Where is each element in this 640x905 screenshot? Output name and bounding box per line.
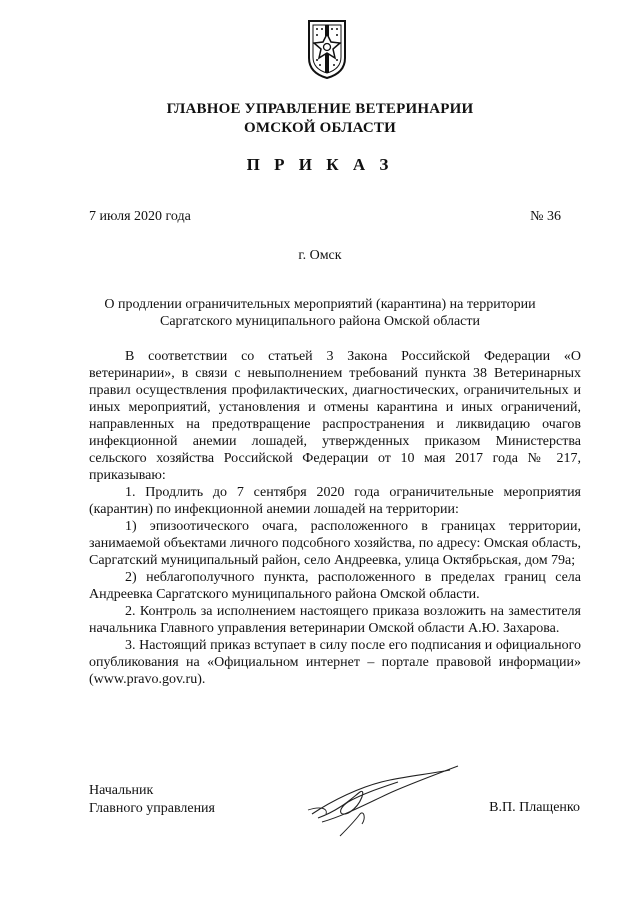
organization-region: ОМСКОЙ ОБЛАСТИ	[243, 120, 397, 136]
handwritten-signature	[300, 752, 470, 842]
coat-of-arms-icon	[306, 18, 348, 80]
organization-name: ГЛАВНОЕ УПРАВЛЕНИЕ ВЕТЕРИНАРИИ	[166, 101, 474, 117]
signatory-position	[89, 782, 215, 818]
order-subject	[60, 296, 580, 330]
item-1-sub-1: 1) эпизоотического очага, расположенного в границах территории, занимаемой объектами личного подсобного хозяйства, по адресу: Омская область, Саргатский муниципальный район, село Андреевка, улица Октябрьская, дом 79а;	[89, 519, 581, 568]
signatory-position-line-1: Начальник	[89, 783, 154, 798]
subject-line-2: Саргатского муниципального района Омской области	[159, 314, 481, 329]
intro-paragraph: В соответствии со статьей 3 Закона Российской Федерации «О ветеринарии», в связи с невыполнением требований пункта 38 Ветеринарных правил осуществления профилактических, диагностических, ограничительных и иных мероприятий, установления и отмены карантина и иных ограничений, направленных на предотвращение распространения и ликвидацию очагов инфекционной анемии лошадей, утвержденных приказом Министерства сельского хозяйства Российской Федерации от 10 мая 2017 года № 217, приказываю:	[89, 349, 581, 483]
item-1: 1. Продлить до 7 сентября 2020 года ограничительные мероприятия (карантин) по инфекционной анемии лошадей на территории:	[89, 485, 581, 517]
item-3: 3. Настоящий приказ вступает в силу после его подписания и официального опубликования на «Официальном интернет – портале правовой информации» (www.pravo.gov.ru).	[89, 638, 581, 687]
item-1-sub-2: 2) неблагополучного пункта, расположенного в пределах границ села Андреевка Саргатского муниципального района Омской области.	[89, 570, 581, 602]
order-number: № 36	[530, 209, 561, 224]
signatory-position-line-2: Главного управления	[89, 801, 215, 816]
signatory-name: В.П. Плащенко	[489, 800, 580, 815]
order-city: г. Омск	[298, 248, 342, 263]
document-type-title: П Р И К А З	[246, 155, 394, 174]
order-body	[89, 348, 581, 688]
order-date: 7 июля 2020 года	[89, 209, 191, 224]
item-2: 2. Контроль за исполнением настоящего приказа возложить на заместителя начальника Главного управления ветеринарии Омской области А.Ю. Захарова.	[89, 604, 581, 636]
subject-line-1: О продлении ограничительных мероприятий (карантина) на территории	[104, 297, 536, 312]
